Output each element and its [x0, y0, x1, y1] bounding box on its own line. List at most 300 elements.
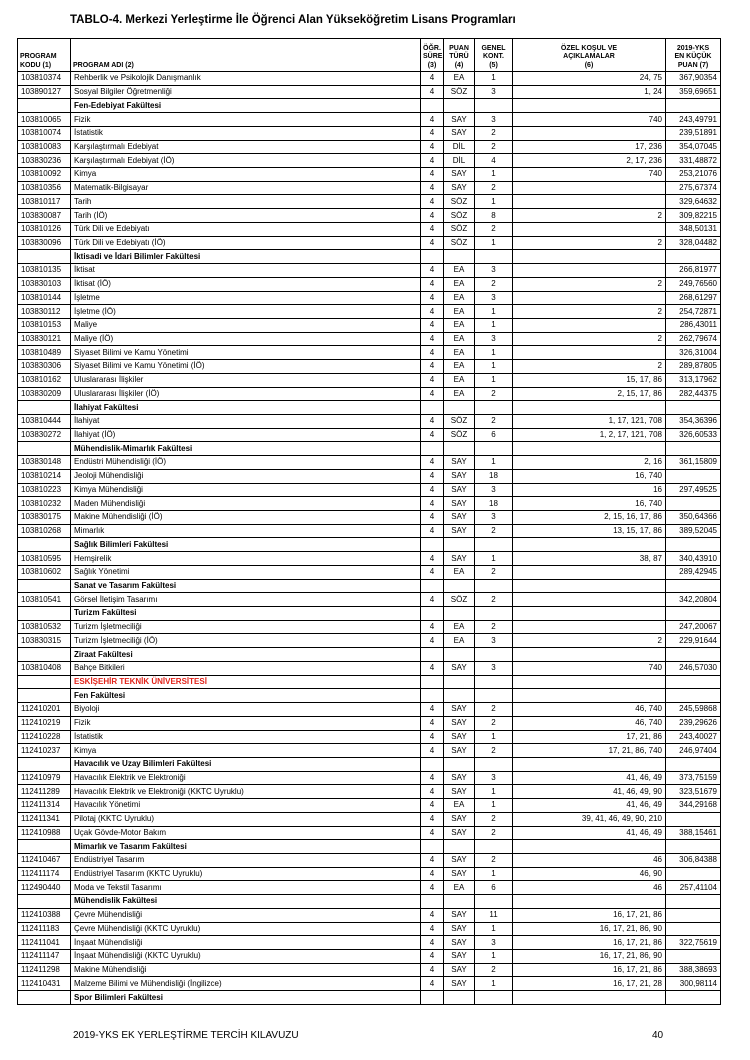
quota-cell: 2: [475, 812, 513, 826]
duration-cell: 4: [421, 346, 444, 360]
program-name-cell: Tarih: [71, 195, 421, 209]
heading-label: Spor Bilimleri Fakültesi: [71, 991, 421, 1005]
table-row: [18, 922, 721, 936]
program-code-cell: [18, 757, 71, 771]
special-conditions-cell: 24, 75: [513, 72, 666, 86]
score-type-cell: SAY: [444, 771, 475, 785]
quota-cell: [475, 538, 513, 552]
min-score-cell: [666, 867, 721, 881]
score-type-cell: [444, 840, 475, 854]
special-conditions-cell: 2, 17, 236: [513, 154, 666, 168]
table-row: [18, 85, 721, 99]
program-name-cell: Uluslararası İlişkiler (İÖ): [71, 387, 421, 401]
program-code-cell: 112410467: [18, 853, 71, 867]
table-row: [18, 318, 721, 332]
program-name-cell: Hemşirelik: [71, 552, 421, 566]
heading-label: Fen Fakültesi: [71, 689, 421, 703]
quota-cell: 1: [475, 360, 513, 374]
program-code-cell: 103810214: [18, 469, 71, 483]
quota-cell: 3: [475, 85, 513, 99]
faculty-heading-row: [18, 840, 721, 854]
quota-cell: 2: [475, 593, 513, 607]
program-code-cell: 103830315: [18, 634, 71, 648]
special-conditions-cell: 16, 17, 21, 86: [513, 936, 666, 950]
table-row: [18, 524, 721, 538]
program-code-cell: 103810144: [18, 291, 71, 305]
special-conditions-cell: 17, 236: [513, 140, 666, 154]
duration-cell: 4: [421, 168, 444, 182]
heading-label: İktisadi ve İdari Bilimler Fakültesi: [71, 250, 421, 264]
score-type-cell: EA: [444, 565, 475, 579]
table-row: [18, 387, 721, 401]
min-score-cell: [666, 469, 721, 483]
program-code-cell: 112410979: [18, 771, 71, 785]
quota-cell: [475, 895, 513, 909]
special-conditions-cell: [513, 565, 666, 579]
duration-cell: 4: [421, 785, 444, 799]
duration-cell: 4: [421, 716, 444, 730]
program-code-cell: [18, 99, 71, 113]
duration-cell: 4: [421, 264, 444, 278]
special-conditions-cell: [513, 895, 666, 909]
score-type-cell: SAY: [444, 922, 475, 936]
program-code-cell: 103830096: [18, 236, 71, 250]
min-score-cell: 354,07045: [666, 140, 721, 154]
special-conditions-cell: 2, 16: [513, 456, 666, 470]
program-code-cell: 103810541: [18, 593, 71, 607]
min-score-cell: 282,44375: [666, 387, 721, 401]
program-code-cell: 103810232: [18, 497, 71, 511]
special-conditions-cell: 39, 41, 46, 49, 90, 210: [513, 812, 666, 826]
faculty-heading-row: [18, 401, 721, 415]
min-score-cell: [666, 401, 721, 415]
quota-cell: 3: [475, 634, 513, 648]
min-score-cell: 331,48872: [666, 154, 721, 168]
table-row: [18, 812, 721, 826]
min-score-cell: [666, 675, 721, 689]
score-type-cell: [444, 991, 475, 1005]
special-conditions-cell: 2: [513, 634, 666, 648]
table-row: [18, 881, 721, 895]
heading-label: İlahiyat Fakültesi: [71, 401, 421, 415]
duration-cell: [421, 895, 444, 909]
faculty-heading-row: [18, 442, 721, 456]
table-row: [18, 552, 721, 566]
score-type-cell: EA: [444, 277, 475, 291]
special-conditions-cell: [513, 195, 666, 209]
program-name-cell: İktisat (İÖ): [71, 277, 421, 291]
special-conditions-cell: 13, 15, 17, 86: [513, 524, 666, 538]
quota-cell: 2: [475, 565, 513, 579]
table-row: [18, 936, 721, 950]
score-type-cell: SAY: [444, 853, 475, 867]
score-type-cell: SAY: [444, 661, 475, 675]
score-type-cell: SÖZ: [444, 85, 475, 99]
quota-cell: 11: [475, 908, 513, 922]
table-row: [18, 305, 721, 319]
score-type-cell: SAY: [444, 908, 475, 922]
program-name-cell: Kimya: [71, 744, 421, 758]
score-type-cell: SÖZ: [444, 222, 475, 236]
program-name-cell: Çevre Mühendisliği: [71, 908, 421, 922]
duration-cell: 4: [421, 497, 444, 511]
min-score-cell: 286,43011: [666, 318, 721, 332]
special-conditions-cell: 16, 17, 21, 86: [513, 963, 666, 977]
min-score-cell: 289,42945: [666, 565, 721, 579]
program-name-cell: Siyaset Bilimi ve Kamu Yönetimi (İÖ): [71, 360, 421, 374]
table-row: [18, 483, 721, 497]
score-type-cell: SAY: [444, 977, 475, 991]
program-name-cell: Maliye (İÖ): [71, 332, 421, 346]
duration-cell: 4: [421, 511, 444, 525]
duration-cell: 4: [421, 744, 444, 758]
special-conditions-cell: [513, 264, 666, 278]
min-score-cell: [666, 250, 721, 264]
header-duration: ÖĞR. SÜRE (3): [421, 39, 444, 72]
special-conditions-cell: 2: [513, 305, 666, 319]
min-score-cell: 239,51891: [666, 126, 721, 140]
program-code-cell: 112411289: [18, 785, 71, 799]
duration-cell: [421, 689, 444, 703]
min-score-cell: 249,76560: [666, 277, 721, 291]
quota-cell: [475, 579, 513, 593]
score-type-cell: SAY: [444, 744, 475, 758]
duration-cell: 4: [421, 305, 444, 319]
program-name-cell: İnşaat Mühendisliği (KKTC Uyruklu): [71, 950, 421, 964]
program-name-cell: Moda ve Tekstil Tasarımı: [71, 881, 421, 895]
min-score-cell: 322,75619: [666, 936, 721, 950]
program-name-cell: Havacılık Elektrik ve Elektroniği (KKTC Uyruklu): [71, 785, 421, 799]
duration-cell: 4: [421, 593, 444, 607]
duration-cell: 4: [421, 318, 444, 332]
min-score-cell: 309,82215: [666, 209, 721, 223]
special-conditions-cell: [513, 126, 666, 140]
duration-cell: 4: [421, 703, 444, 717]
program-name-cell: Sosyal Bilgiler Öğretmenliği: [71, 85, 421, 99]
special-conditions-cell: 2: [513, 360, 666, 374]
program-code-cell: 103810065: [18, 113, 71, 127]
table-row: [18, 565, 721, 579]
table-row: [18, 620, 721, 634]
score-type-cell: EA: [444, 332, 475, 346]
duration-cell: 4: [421, 881, 444, 895]
program-code-cell: 103810444: [18, 414, 71, 428]
special-conditions-cell: [513, 991, 666, 1005]
special-conditions-cell: 16, 17, 21, 86: [513, 908, 666, 922]
special-conditions-cell: 1, 17, 121, 708: [513, 414, 666, 428]
program-code-cell: 112411147: [18, 950, 71, 964]
table-row: [18, 264, 721, 278]
heading-label: Mimarlık ve Tasarım Fakültesi: [71, 840, 421, 854]
special-conditions-cell: 2, 15, 17, 86: [513, 387, 666, 401]
program-code-cell: [18, 607, 71, 621]
score-type-cell: SAY: [444, 126, 475, 140]
min-score-cell: [666, 689, 721, 703]
duration-cell: 4: [421, 195, 444, 209]
special-conditions-cell: 46: [513, 881, 666, 895]
table-row: [18, 428, 721, 442]
quota-cell: 2: [475, 140, 513, 154]
heading-label: Mühendislik Fakültesi: [71, 895, 421, 909]
table-row: [18, 291, 721, 305]
quota-cell: 2: [475, 387, 513, 401]
program-code-cell: 103830112: [18, 305, 71, 319]
min-score-cell: 229,91644: [666, 634, 721, 648]
program-name-cell: Endüstriyel Tasarım (KKTC Uyruklu): [71, 867, 421, 881]
min-score-cell: 367,90354: [666, 72, 721, 86]
table-row: [18, 511, 721, 525]
header-min-score: 2019-YKS EN KÜÇÜK PUAN (7): [666, 39, 721, 72]
program-name-cell: Kimya Mühendisliği: [71, 483, 421, 497]
score-type-cell: [444, 579, 475, 593]
score-type-cell: EA: [444, 72, 475, 86]
min-score-cell: [666, 442, 721, 456]
duration-cell: [421, 757, 444, 771]
duration-cell: 4: [421, 963, 444, 977]
min-score-cell: 342,20804: [666, 593, 721, 607]
score-type-cell: EA: [444, 305, 475, 319]
duration-cell: 4: [421, 908, 444, 922]
min-score-cell: [666, 648, 721, 662]
min-score-cell: [666, 922, 721, 936]
table-row: [18, 853, 721, 867]
score-type-cell: EA: [444, 360, 475, 374]
program-code-cell: 112410228: [18, 730, 71, 744]
duration-cell: 4: [421, 291, 444, 305]
min-score-cell: [666, 757, 721, 771]
program-name-cell: Karşılaştırmalı Edebiyat (İÖ): [71, 154, 421, 168]
duration-cell: 4: [421, 524, 444, 538]
score-type-cell: [444, 607, 475, 621]
special-conditions-cell: 17, 21, 86, 740: [513, 744, 666, 758]
quota-cell: [475, 757, 513, 771]
faculty-heading-row: [18, 538, 721, 552]
score-type-cell: [444, 648, 475, 662]
program-code-cell: 103810126: [18, 222, 71, 236]
score-type-cell: EA: [444, 634, 475, 648]
duration-cell: 4: [421, 661, 444, 675]
program-code-cell: 103830306: [18, 360, 71, 374]
program-code-cell: 103830236: [18, 154, 71, 168]
min-score-cell: 388,38693: [666, 963, 721, 977]
special-conditions-cell: [513, 675, 666, 689]
program-name-cell: İstatistik: [71, 730, 421, 744]
quota-cell: 3: [475, 264, 513, 278]
program-name-cell: Havacılık Yönetimi: [71, 799, 421, 813]
special-conditions-cell: 41, 46, 49: [513, 799, 666, 813]
program-name-cell: Türk Dili ve Edebiyatı (İÖ): [71, 236, 421, 250]
min-score-cell: 313,17962: [666, 373, 721, 387]
program-code-cell: [18, 250, 71, 264]
heading-label: Mühendislik-Mimarlık Fakültesi: [71, 442, 421, 456]
quota-cell: 1: [475, 236, 513, 250]
faculty-heading-row: [18, 648, 721, 662]
quota-cell: 1: [475, 168, 513, 182]
table-row: [18, 140, 721, 154]
program-code-cell: 103810083: [18, 140, 71, 154]
min-score-cell: 245,59868: [666, 703, 721, 717]
program-name-cell: İnşaat Mühendisliği: [71, 936, 421, 950]
program-code-cell: 103830103: [18, 277, 71, 291]
special-conditions-cell: 41, 46, 49: [513, 771, 666, 785]
university-heading-row: [18, 675, 721, 689]
duration-cell: 4: [421, 181, 444, 195]
table-row: [18, 744, 721, 758]
program-code-cell: [18, 991, 71, 1005]
min-score-cell: [666, 908, 721, 922]
quota-cell: 18: [475, 497, 513, 511]
program-code-cell: 103810092: [18, 168, 71, 182]
score-type-cell: SAY: [444, 456, 475, 470]
special-conditions-cell: 16: [513, 483, 666, 497]
min-score-cell: 323,51679: [666, 785, 721, 799]
score-type-cell: SÖZ: [444, 593, 475, 607]
program-code-cell: 103810162: [18, 373, 71, 387]
quota-cell: 6: [475, 881, 513, 895]
quota-cell: [475, 675, 513, 689]
min-score-cell: 257,41104: [666, 881, 721, 895]
min-score-cell: 266,81977: [666, 264, 721, 278]
quota-cell: 2: [475, 414, 513, 428]
table-row: [18, 332, 721, 346]
score-type-cell: SAY: [444, 552, 475, 566]
score-type-cell: SAY: [444, 950, 475, 964]
min-score-cell: 389,52045: [666, 524, 721, 538]
program-code-cell: 112410219: [18, 716, 71, 730]
special-conditions-cell: [513, 620, 666, 634]
score-type-cell: SAY: [444, 524, 475, 538]
table-row: [18, 72, 721, 86]
program-name-cell: Jeoloji Mühendisliği: [71, 469, 421, 483]
quota-cell: [475, 250, 513, 264]
table-row: [18, 963, 721, 977]
program-name-cell: İlahiyat: [71, 414, 421, 428]
quota-cell: 1: [475, 799, 513, 813]
score-type-cell: SÖZ: [444, 428, 475, 442]
duration-cell: [421, 442, 444, 456]
heading-label: Havacılık ve Uzay Bilimleri Fakültesi: [71, 757, 421, 771]
table-row: [18, 469, 721, 483]
min-score-cell: 275,67374: [666, 181, 721, 195]
score-type-cell: SAY: [444, 730, 475, 744]
score-type-cell: SAY: [444, 867, 475, 881]
program-code-cell: [18, 895, 71, 909]
quota-cell: 1: [475, 318, 513, 332]
table-row: [18, 826, 721, 840]
score-type-cell: SAY: [444, 511, 475, 525]
duration-cell: 4: [421, 236, 444, 250]
duration-cell: 4: [421, 950, 444, 964]
score-type-cell: SÖZ: [444, 236, 475, 250]
program-name-cell: Biyoloji: [71, 703, 421, 717]
quota-cell: 3: [475, 113, 513, 127]
duration-cell: [421, 840, 444, 854]
faculty-heading-row: [18, 757, 721, 771]
duration-cell: [421, 99, 444, 113]
duration-cell: 4: [421, 360, 444, 374]
program-code-cell: [18, 538, 71, 552]
program-code-cell: 103810153: [18, 318, 71, 332]
quota-cell: 1: [475, 977, 513, 991]
quota-cell: 2: [475, 524, 513, 538]
table-row: [18, 414, 721, 428]
min-score-cell: 348,50131: [666, 222, 721, 236]
score-type-cell: EA: [444, 799, 475, 813]
min-score-cell: [666, 607, 721, 621]
duration-cell: 4: [421, 72, 444, 86]
min-score-cell: 254,72871: [666, 305, 721, 319]
score-type-cell: [444, 895, 475, 909]
program-name-cell: Karşılaştırmalı Edebiyat: [71, 140, 421, 154]
special-conditions-cell: 1, 2, 17, 121, 708: [513, 428, 666, 442]
special-conditions-cell: [513, 840, 666, 854]
score-type-cell: EA: [444, 387, 475, 401]
header-program-code: PROGRAM KODU (1): [18, 39, 71, 72]
duration-cell: 4: [421, 154, 444, 168]
quota-cell: 3: [475, 661, 513, 675]
quota-cell: 1: [475, 552, 513, 566]
program-code-cell: 103810532: [18, 620, 71, 634]
score-type-cell: SAY: [444, 963, 475, 977]
duration-cell: 4: [421, 469, 444, 483]
program-code-cell: 103830209: [18, 387, 71, 401]
score-type-cell: EA: [444, 318, 475, 332]
duration-cell: 4: [421, 977, 444, 991]
special-conditions-cell: 2: [513, 277, 666, 291]
quota-cell: 3: [475, 511, 513, 525]
program-code-cell: 103810489: [18, 346, 71, 360]
program-name-cell: Matematik-Bilgisayar: [71, 181, 421, 195]
header-quota: GENEL KONT. (5): [475, 39, 513, 72]
duration-cell: 4: [421, 428, 444, 442]
duration-cell: 4: [421, 853, 444, 867]
special-conditions-cell: 46, 90: [513, 867, 666, 881]
quota-cell: 2: [475, 181, 513, 195]
header-program-name: PROGRAM ADI (2): [71, 39, 421, 72]
quota-cell: 2: [475, 222, 513, 236]
program-name-cell: Uçak Gövde-Motor Bakım: [71, 826, 421, 840]
program-name-cell: Makine Mühendisliği: [71, 963, 421, 977]
special-conditions-cell: [513, 181, 666, 195]
program-code-cell: 112410388: [18, 908, 71, 922]
duration-cell: 4: [421, 456, 444, 470]
score-type-cell: SÖZ: [444, 195, 475, 209]
program-code-cell: 103810408: [18, 661, 71, 675]
quota-cell: 1: [475, 785, 513, 799]
program-code-cell: 112410201: [18, 703, 71, 717]
duration-cell: 4: [421, 812, 444, 826]
quota-cell: 4: [475, 154, 513, 168]
duration-cell: 4: [421, 483, 444, 497]
program-code-cell: [18, 689, 71, 703]
program-name-cell: Tarih (İÖ): [71, 209, 421, 223]
duration-cell: 4: [421, 552, 444, 566]
special-conditions-cell: 2: [513, 332, 666, 346]
program-code-cell: 112411298: [18, 963, 71, 977]
quota-cell: 1: [475, 305, 513, 319]
special-conditions-cell: 15, 17, 86: [513, 373, 666, 387]
quota-cell: 2: [475, 126, 513, 140]
min-score-cell: [666, 99, 721, 113]
programs-table: [17, 38, 721, 1005]
program-name-cell: Siyaset Bilimi ve Kamu Yönetimi: [71, 346, 421, 360]
special-conditions-cell: 46, 740: [513, 703, 666, 717]
program-code-cell: 103830272: [18, 428, 71, 442]
score-type-cell: [444, 99, 475, 113]
program-name-cell: Görsel İletişim Tasarımı: [71, 593, 421, 607]
table-body: [18, 72, 721, 1005]
score-type-cell: DİL: [444, 140, 475, 154]
